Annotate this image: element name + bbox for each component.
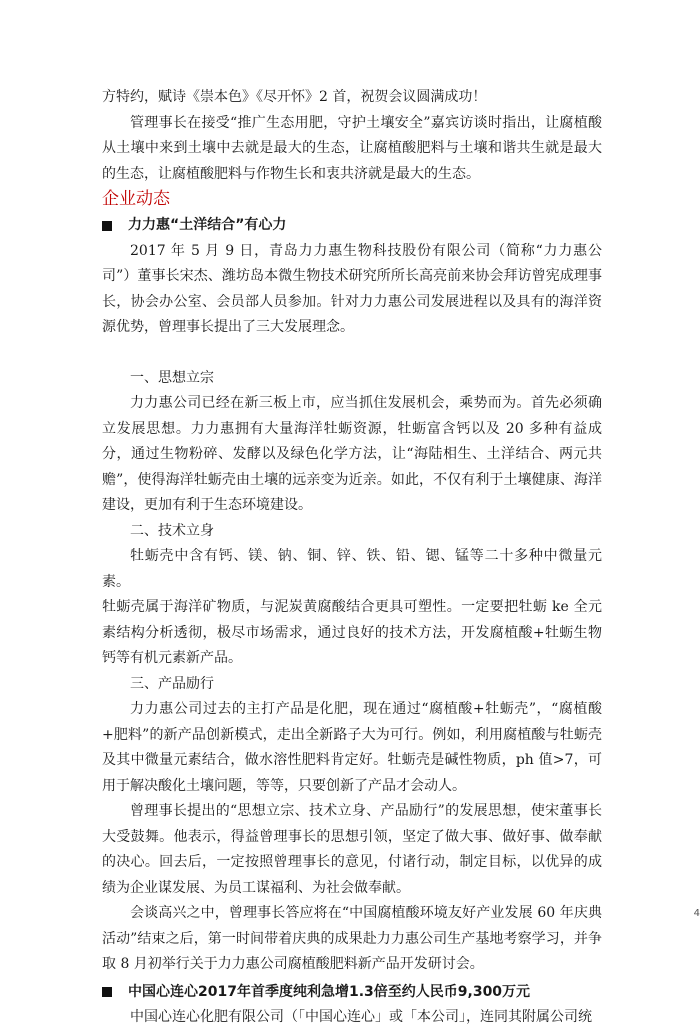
paragraph-response: 曾理事长提出的“思想立宗、技术立身、产品励行”的发展思想，使宋董事长大受鼓舞。他表示，得益曾理事长的思想引领，坚定了做大事、做好事、做奉献的决心。回去后，一定按照曾理事长的意见，付诸行动，制定目标，以优异的成绩为企业谋发展、为员工谋福利、为社会做奉献。	[102, 803, 602, 896]
point-text-3: 力力惠公司过去的主打产品是化肥，现在通过“腐植酸+牡蛎壳”，“腐植酸+肥料”的新产品创新模式，走出全新路子大为可行。例如，利用腐植酸与牡蛎壳及其中微量元素结合，做水溶性肥料肯定好。牡蛎壳是碱性物质，ph 值>7，可用于解决酸化土壤问题，等等，只要创新了产品才会动人。	[102, 701, 602, 794]
article-heading-text: 力力惠“土洋结合”有心力	[128, 217, 287, 233]
point-title-2: 二、技术立身	[130, 522, 214, 539]
point-text-1: 力力惠公司已经在新三板上市，应当抓住发展机会，乘势而为。首先必须确立发展思想。力力惠拥有大量海洋牡蛎资源，牡蛎富含钙以及 20 多种有益成分，通过生物粉碎、发酵以及绿色化学方法，让“海陆相生、土洋结合、两元共赡”，使得海洋牡蛎壳由土壤的远亲变为近亲。如此，不仅有利于土壤健康、海洋建设，更加有利于生态环境建设。	[102, 395, 602, 513]
square-bullet-icon	[102, 221, 112, 231]
article-heading-text-2: 中国心连心2017年首季度纯利急增1.3倍至约人民币9,300万元	[128, 983, 531, 1000]
point-title-3: 三、产品励行	[130, 675, 214, 692]
article-intro-2: 中国心连心化肥有限公司（「中国心连心」或「本公司」，连同其附属公司统	[130, 1009, 592, 1025]
section-title: 企业动态	[102, 189, 170, 209]
article-heading-2	[102, 980, 602, 1006]
point-title-1: 一、思想立宗	[130, 369, 214, 386]
page-number: 4	[693, 908, 700, 919]
square-bullet-icon	[102, 987, 112, 997]
paragraph-interview-quote: 管理事长在接受“推广生态用肥，守护土壤安全”嘉宾访谈时指出，让腐植酸从土壤中来到土壤中去就是最大的生态，让腐植酸肥料与土壤和谐共生就是最大的生态，让腐植酸肥料与作物生长和衷共济就是最大的生态。	[102, 114, 602, 182]
article-heading	[102, 213, 602, 239]
paragraph-continuation: 方特约，赋诗《崇本色》《尽开怀》2 首，祝贺会议圆满成功！	[102, 89, 487, 105]
page-content	[102, 85, 602, 1031]
point-text-2b: 牡蛎壳属于海洋矿物质，与泥炭黄腐酸结合更具可塑性。一定要把牡蛎 ke 全元素结构分析透彻，极尽市场需求，通过良好的技术方法，开发腐植酸+牡蛎生物钙等有机元素新产品。	[102, 599, 602, 666]
paragraph-closing: 会谈高兴之中，曾理事长答应将在“中国腐植酸环境友好产业发展 60 年庆典活动”结束之后，第一时间带着庆典的成果赴力力惠公司生产基地考察学习，并争取 8 月初举行关于力力惠公司腐植酸肥料新产品开发研讨会。	[102, 905, 602, 972]
article-intro: 2017 年 5 月 9 日，青岛力力惠生物科技股份有限公司（简称“力力惠公司”）董事长宋杰、潍坊岛本微生物技术研究所所长高亮前来协会拜访曾宪成理事长，协会办公室、会员部人员参加。针对力力惠公司发展进程以及具有的海洋资源优势，曾理事长提出了三大发展理念。	[102, 242, 602, 335]
spacer	[102, 341, 602, 366]
point-text-2a: 牡蛎壳中含有钙、镁、钠、铜、锌、铁、铅、锶、锰等二十多种中微量元素。	[102, 548, 602, 590]
